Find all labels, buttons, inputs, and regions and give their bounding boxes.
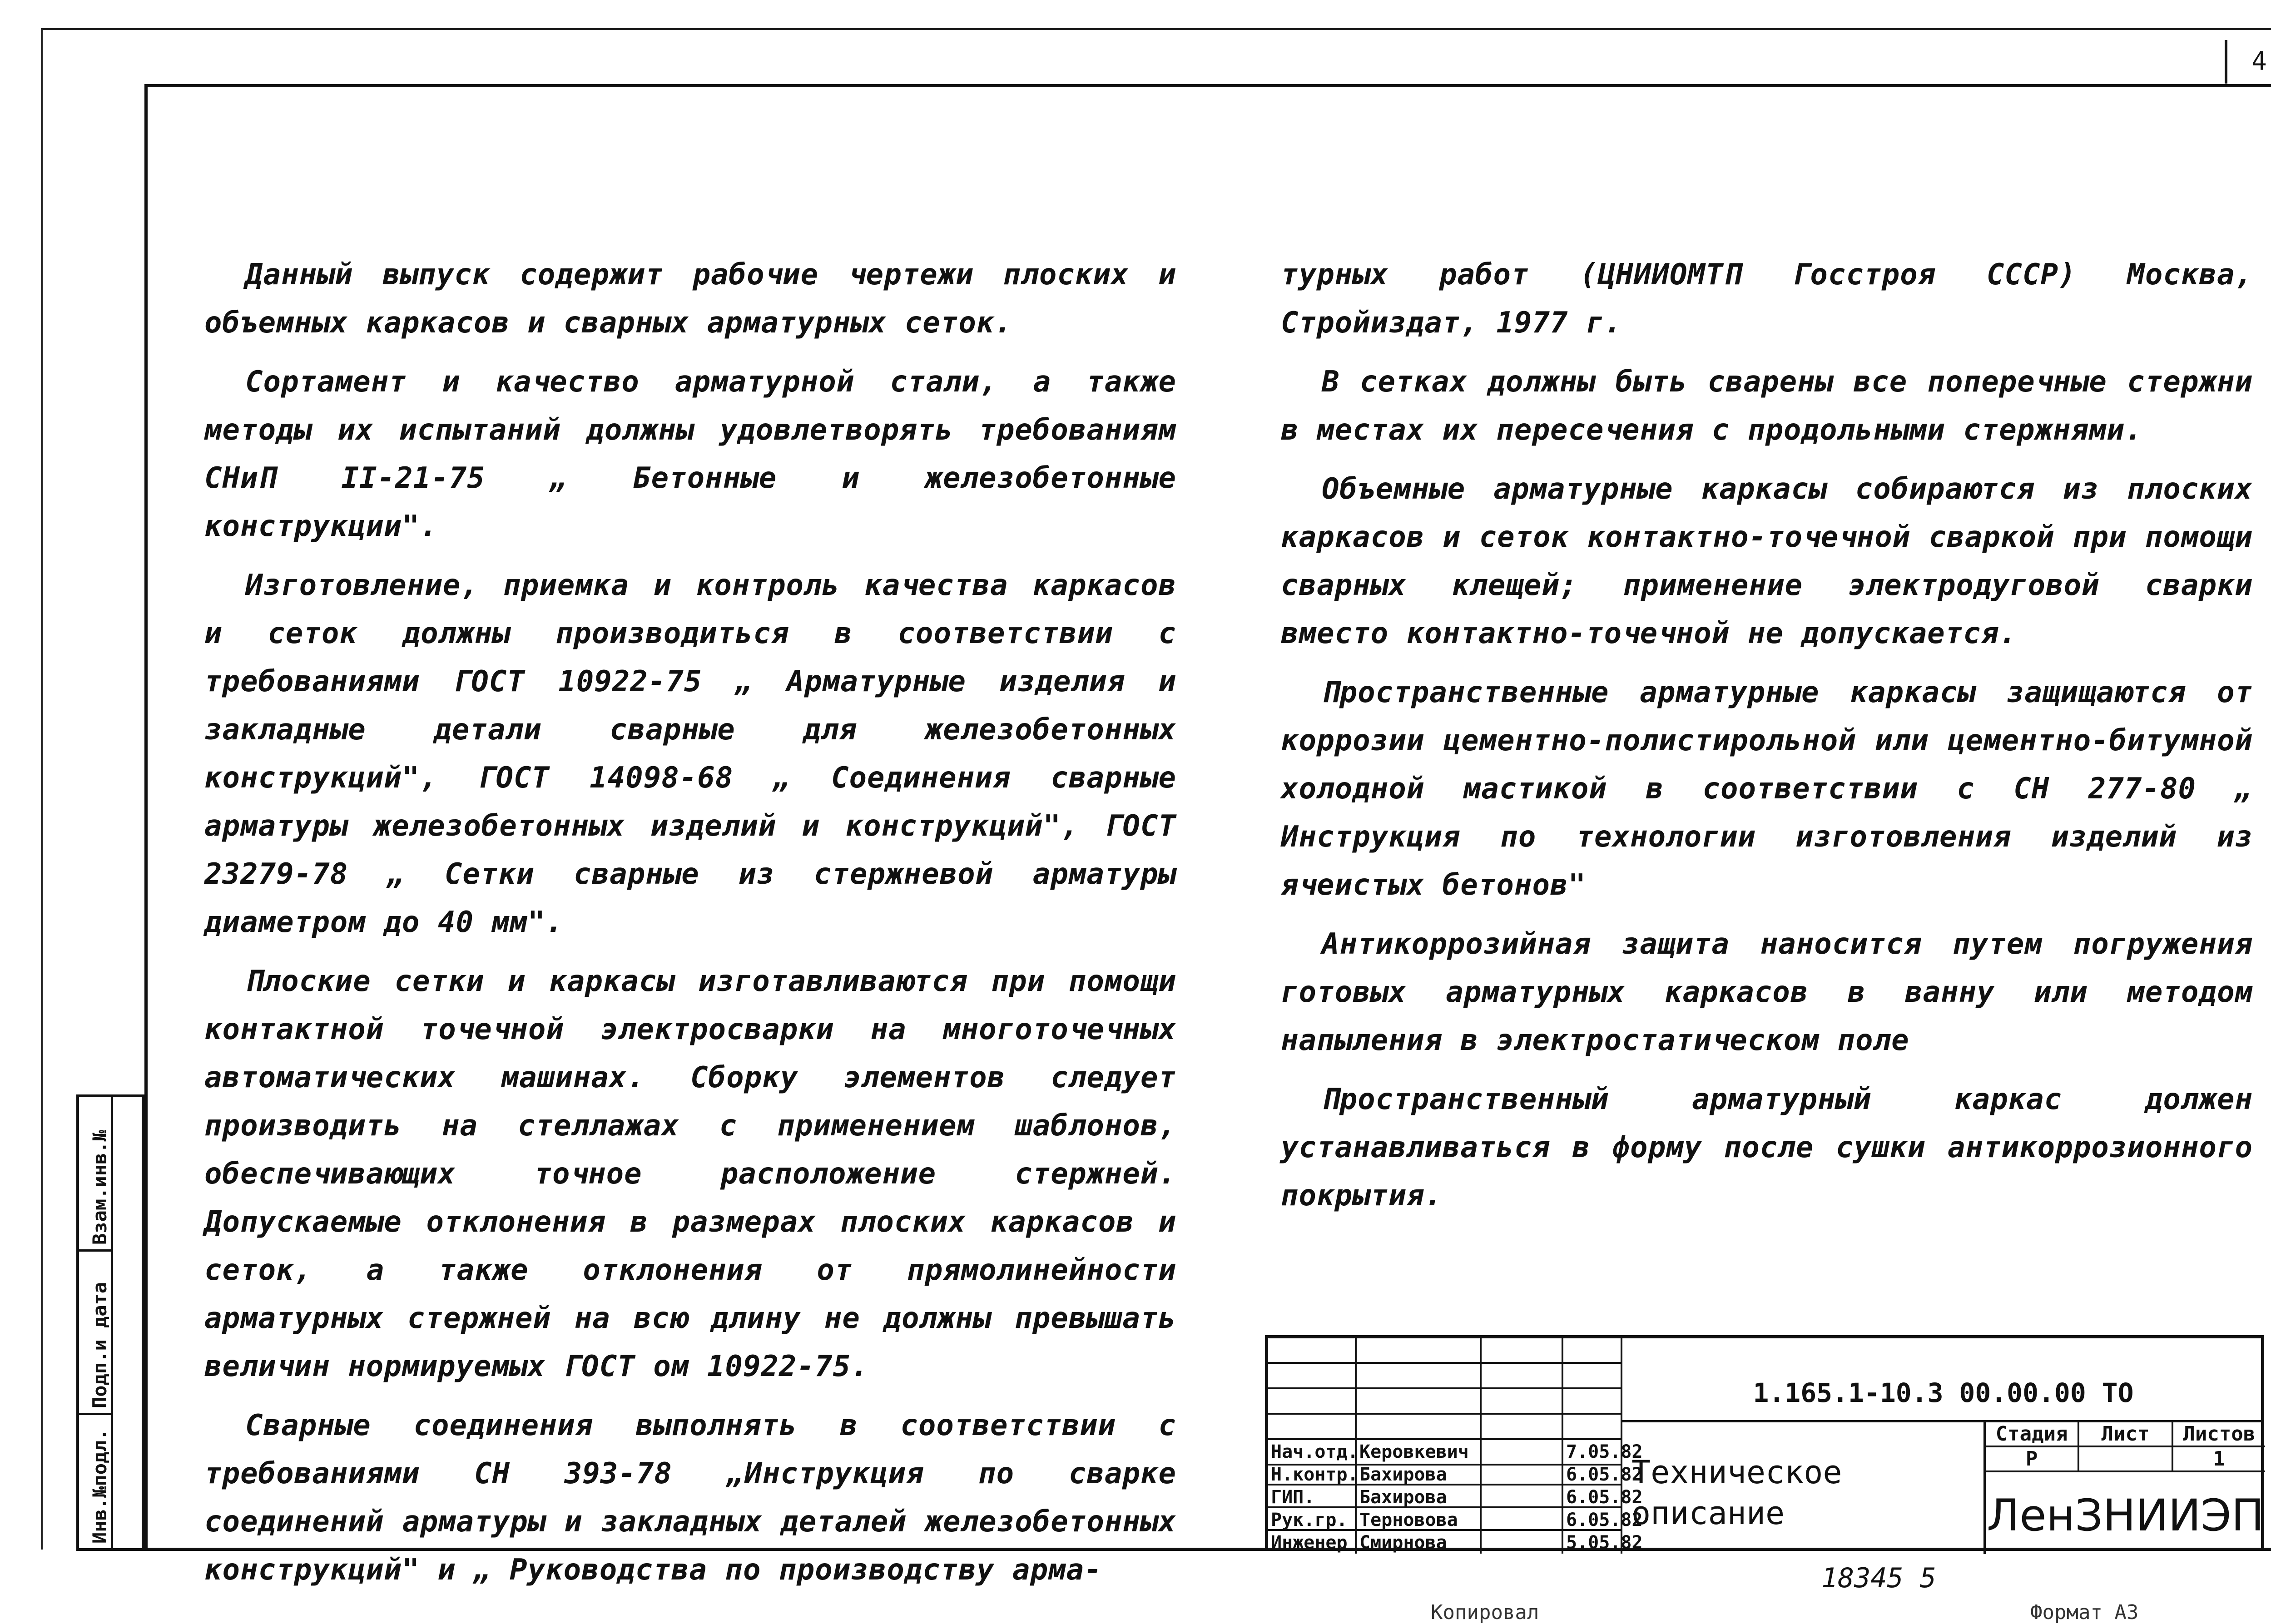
side-label: Инв.№подл. xyxy=(89,1429,111,1544)
sign-cell xyxy=(1482,1508,1563,1529)
organization-name: ЛенЗНИИЭП xyxy=(1983,1472,2265,1554)
outer-border-top xyxy=(41,28,2271,30)
text-column-right xyxy=(1281,251,2253,1231)
sheets-value: 1 xyxy=(2213,1447,2226,1471)
format-label: Формат А3 xyxy=(2030,1601,2139,1624)
sign-cell xyxy=(1482,1415,1563,1438)
name-cell xyxy=(1357,1389,1482,1413)
table-row xyxy=(1268,1338,1622,1364)
name-cell xyxy=(1357,1415,1482,1438)
outer-border-left xyxy=(41,28,43,1550)
date-cell xyxy=(1563,1415,1622,1438)
table-row xyxy=(1268,1485,1643,1508)
stage-header: Стадия xyxy=(1986,1422,2079,1446)
paragraph: Сортамент и качество арматурной стали, а также методы их испытаний должны удовлетворять требованиям СНиП II-21-75 „ Бетонные и железобетонные конструкции". xyxy=(204,365,1176,543)
text-column-left xyxy=(204,251,1176,1605)
copied-by-label: Копировал xyxy=(1431,1601,1539,1624)
sheet-header: Лист xyxy=(2079,1422,2173,1446)
name-cell: Бахирова xyxy=(1357,1463,1482,1484)
sign-cell xyxy=(1482,1338,1563,1362)
sign-cell xyxy=(1482,1389,1563,1413)
date-cell: 6.05.82 xyxy=(1563,1485,1622,1506)
sign-cell xyxy=(1482,1531,1563,1554)
date-cell: 6.05.82 xyxy=(1563,1463,1622,1484)
name-cell xyxy=(1357,1364,1482,1387)
side-label: Подп.и дата xyxy=(89,1282,111,1408)
table-row xyxy=(1268,1440,1643,1466)
paragraph: Пространственные арматурные каркасы защищаются от коррозии цементно-полистирольной или цементно-битумной холодной мастикой в соответствии с СН 277-80 „ Инструкция по технологии изготовления изделий из ячеистых бетонов" xyxy=(1281,676,2253,902)
date-cell: 5.05.82 xyxy=(1563,1531,1622,1554)
paragraph: Антикоррозийная защита наносится путем погружения готовых арматурных каркасов в ванну или методом напыления в электростатическом поле xyxy=(1281,927,2253,1057)
title-block xyxy=(1265,1335,2264,1551)
paragraph: Данный выпуск содержит рабочие чертежи плоских и объемных каркасов и сварных арматурных сеток. xyxy=(204,258,1176,340)
document-designation: 1.165.1-10.3 00.00.00 ТО xyxy=(1622,1338,2264,1422)
date-cell xyxy=(1563,1364,1622,1387)
stage-header-row xyxy=(1986,1422,2265,1447)
name-cell: Смирнова xyxy=(1357,1531,1482,1554)
paragraph: Сварные соединения выполнять в соответствии с требованиями СН 393-78 „Инструкция по сварке соединений арматуры и закладных деталей железобетонных конструкций" и „ Руководства по производству арма- xyxy=(204,1409,1176,1587)
side-stamp xyxy=(76,1094,144,1551)
name-cell xyxy=(1357,1338,1482,1362)
sign-cell xyxy=(1482,1364,1563,1387)
date-cell: 6.05.82 xyxy=(1563,1508,1622,1529)
table-row xyxy=(1268,1531,1643,1554)
stage-value: Р xyxy=(1986,1447,2079,1471)
table-row xyxy=(1268,1415,1622,1440)
name-cell: Бахирова xyxy=(1357,1485,1482,1506)
date-cell xyxy=(1563,1389,1622,1413)
sign-cell xyxy=(1482,1440,1563,1464)
sheet-value xyxy=(2079,1447,2173,1471)
name-cell: Терновова xyxy=(1357,1508,1482,1529)
role-cell xyxy=(1268,1364,1357,1387)
role-cell xyxy=(1268,1338,1357,1362)
paragraph: Плоские сетки и каркасы изготавливаются при помощи контактной точечной электросварки на многоточечных автоматических машинах. Сборку элементов следует производить на стеллажах с применением шаблонов, обеспечивающих точное расположение стержней. Допускаемые отклонения в размерах плоских каркасов и сеток, а также отклонения от прямолинейности арматурных стержней на всю длину не должны превышать величин нормируемых ГОСТ ом 10922-75. xyxy=(204,965,1176,1383)
sign-cell xyxy=(1482,1463,1563,1484)
stage-table xyxy=(1983,1422,2265,1472)
document-title: Техническое описание xyxy=(1631,1454,1842,1532)
sign-cell xyxy=(1482,1485,1563,1506)
role-cell: Нач.отд. xyxy=(1268,1440,1357,1464)
paragraph: В сетках должны быть сварены все поперечные стержни в местах их пересечения с продольными стержнями. xyxy=(1281,365,2253,447)
date-cell: 7.05.82 xyxy=(1563,1440,1622,1464)
table-row xyxy=(1268,1508,1643,1531)
role-cell: Н.контр. xyxy=(1268,1463,1357,1484)
page-number-box xyxy=(2225,40,2271,84)
role-cell xyxy=(1268,1415,1357,1438)
table-row xyxy=(1268,1364,1622,1389)
name-cell: Керовкевич xyxy=(1357,1440,1482,1464)
role-cell: Инженер xyxy=(1268,1531,1357,1554)
paragraph: Пространственный арматурный каркас должен устанавливаться в форму после сушки антикоррозионного покрытия. xyxy=(1281,1083,2253,1213)
role-cell: ГИП. xyxy=(1268,1485,1357,1506)
paragraph: Объемные арматурные каркасы собираются из плоских каркасов и сеток контактно-точечной сваркой при помощи сварных клещей; применение электродуговой сварки вместо контактно-точечной не допускается. xyxy=(1281,472,2253,650)
paragraph-continuation: турных работ (ЦНИИОМТП Госстроя СССР) Москва, Стройиздат, 1977 г. xyxy=(1281,258,2253,340)
signature-table xyxy=(1268,1338,1643,1554)
paragraph: Изготовление, приемка и контроль качества каркасов и сеток должны производиться в соответствии с требованиями ГОСТ 10922-75 „ Арматурные изделия и закладные детали сварные для железобетонных конструкций", ГОСТ 14098-68 „ Соединения сварные арматуры железобетонных изделий и конструкций", ГОСТ 23279-78 „ Сетки сварные из стержневой арматуры диаметром до 40 мм". xyxy=(204,569,1176,939)
side-cell-inv xyxy=(79,1415,113,1548)
table-row xyxy=(1268,1463,1643,1485)
stage-value-row xyxy=(1986,1447,2265,1472)
sheets-header: Листов xyxy=(2183,1422,2256,1446)
side-cell-sign xyxy=(79,1252,113,1415)
page-number: 4 xyxy=(2251,47,2267,76)
side-cell-replace xyxy=(79,1097,113,1252)
side-label: Взам.инв.№ xyxy=(89,1130,111,1245)
role-cell xyxy=(1268,1389,1357,1413)
date-cell xyxy=(1563,1338,1622,1362)
inventory-number: 18345 5 xyxy=(1821,1562,1936,1594)
role-cell: Рук.гр. xyxy=(1268,1508,1357,1529)
table-row xyxy=(1268,1389,1622,1415)
